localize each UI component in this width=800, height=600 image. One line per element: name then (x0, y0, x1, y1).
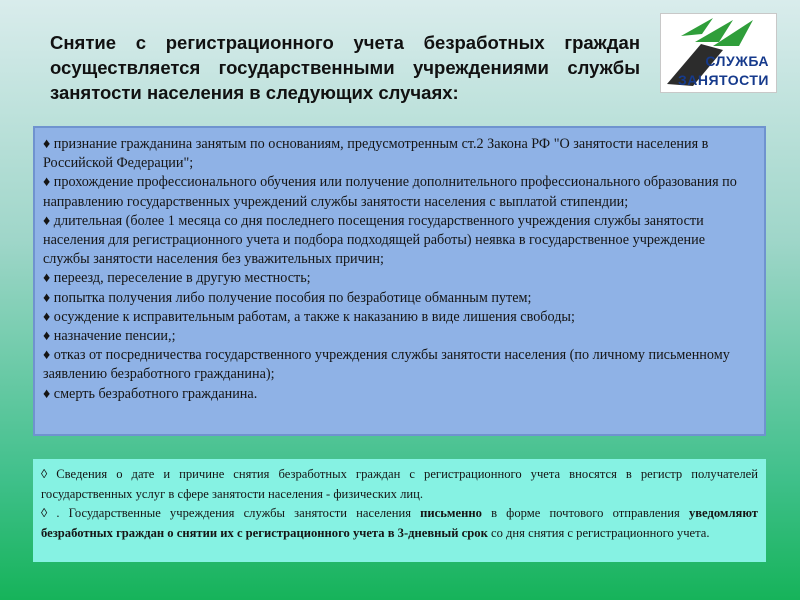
reasons-list (33, 126, 766, 436)
list-item: ♦ прохождение профессионального обучения или получение дополнительного профессионального образования по направлению государственных учреждений службы занятости населения с выплатой стипендии; (43, 174, 737, 210)
note-text: в форме почтового отправления (481, 506, 689, 521)
list-item: ♦ попытка получения либо получение пособия по безработице обманным путем; (43, 289, 532, 306)
note-registry: ◊ Сведения о дате и причине снятия безработных граждан с регистрационного учета вносятся в регистр получателей государственных услуг в сфере занятости населения - физических лиц. (41, 467, 758, 501)
note-bold-text: уведомляют безработных граждан о снятии их с регистрационного учета в 3-дневный срок (41, 506, 758, 540)
note-notification (41, 504, 758, 543)
logo-text-line2: ЗАНЯТОСТИ (677, 72, 769, 88)
list-item: ♦ переезд, переселение в другую местность; (43, 270, 311, 287)
logo-text-line1: СЛУЖБА (705, 53, 769, 69)
note-text: со дня снятия с регистрационного учета. (487, 525, 710, 540)
list-item: ♦ отказ от посредничества государственного учреждения службы занятости населения (по личному письменному заявлению безработного гражданина); (43, 347, 730, 383)
page-title: Снятие с регистрационного учета безработных граждан осуществляется государственными учреждениями службы занятости населения в следующих случаях: (50, 32, 640, 103)
list-item: ♦ признание гражданина занятым по основаниям, предусмотренным ст.2 Закона РФ "О занятости населения в Российской Федерации"; (43, 136, 709, 172)
list-item: ♦ осуждение к исправительным работам, а также к наказанию в виде лишения свободы; (43, 308, 575, 325)
note-text: ◊ . Государственные учреждения службы занятости населения (41, 506, 421, 521)
list-item: ♦ длительная (более 1 месяца со дня последнего посещения государственного учреждения службы занятости населения для регистрационного учета и подбора подходящей работы) неявка в государственное учреждение службы занятости населения без уважительных причин; (43, 212, 706, 268)
list-item: ♦ смерть безработного гражданина. (43, 385, 258, 402)
list-item: ♦ назначение пенсии,; (43, 328, 176, 345)
employment-service-logo (660, 13, 777, 93)
note-bold-text: письменно (420, 506, 482, 521)
notes-box (33, 459, 766, 562)
